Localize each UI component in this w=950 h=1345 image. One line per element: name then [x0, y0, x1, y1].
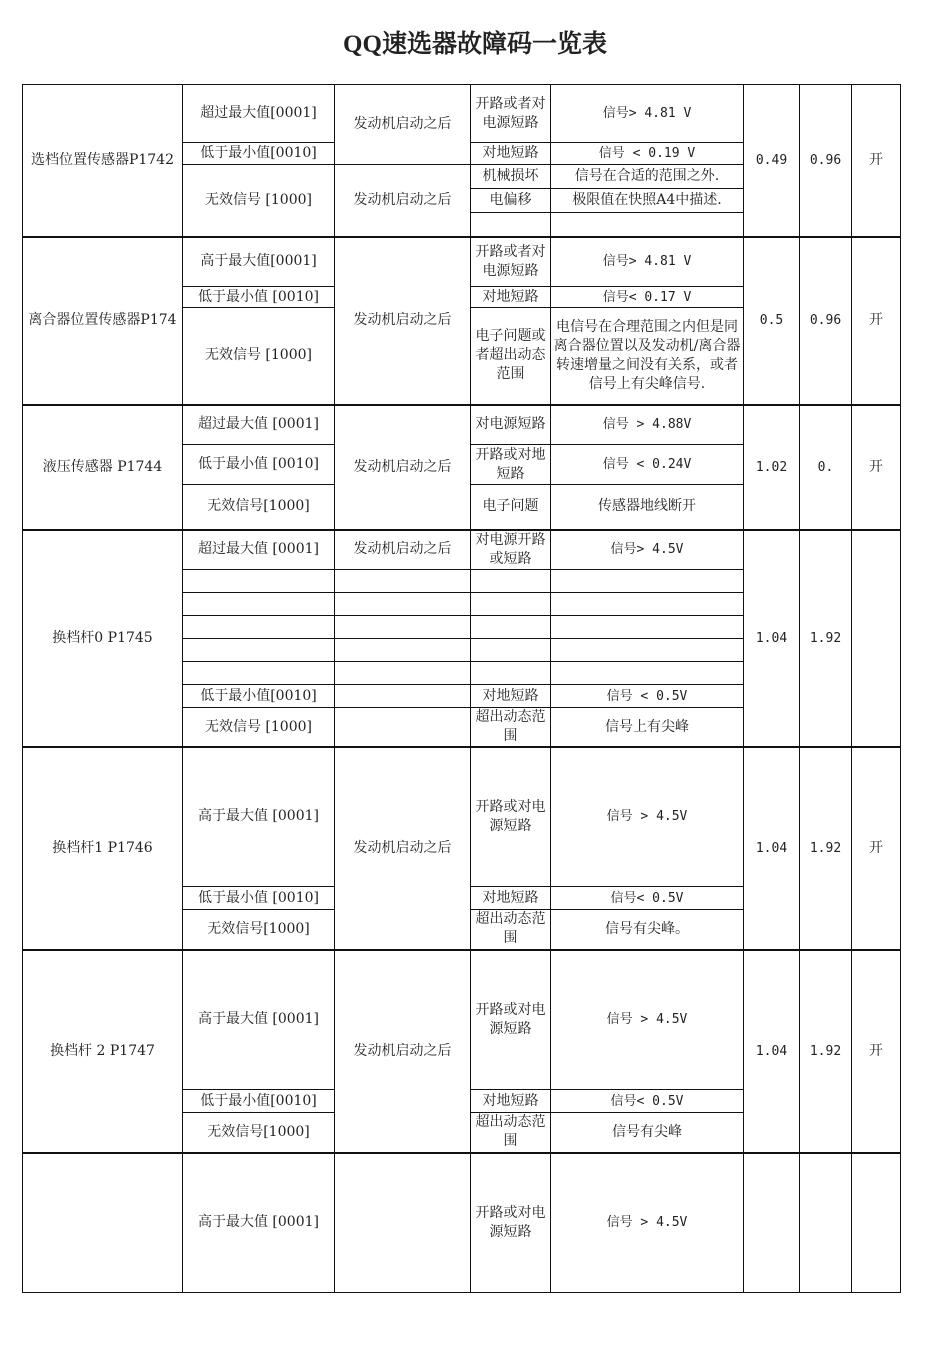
condition-cell: 低于最小值 [0010] [183, 887, 335, 910]
timing-cell [335, 1153, 471, 1293]
value2-cell: 0.96 [800, 237, 852, 405]
description-cell: 信号在合适的范围之外. [551, 165, 744, 189]
sensor-name-cell [23, 1153, 183, 1293]
fault-code-table [22, 84, 901, 1293]
cause-cell: 对地短路 [471, 1090, 551, 1113]
description-cell: 信号 < 0.19 V [551, 143, 744, 165]
empty-cell [335, 708, 471, 747]
value2-cell: 1.92 [800, 530, 852, 747]
fault-code-table-viewport [22, 84, 900, 1240]
empty-cell [183, 570, 335, 593]
table-row [23, 950, 901, 1090]
timing-cell: 发动机启动之后 [335, 530, 471, 570]
empty-cell [551, 213, 744, 237]
condition-cell: 低于最小值[0010] [183, 685, 335, 708]
value1-cell: 1.02 [744, 405, 800, 530]
condition-cell: 高于最大值 [0001] [183, 1153, 335, 1293]
condition-cell: 低于最小值[0010] [183, 143, 335, 165]
state-cell: 开 [852, 405, 901, 530]
table-row [23, 747, 901, 887]
cause-cell: 开路或对地短路 [471, 445, 551, 485]
empty-cell [551, 662, 744, 685]
empty-cell [335, 570, 471, 593]
table-row [23, 85, 901, 143]
state-cell: 开 [852, 950, 901, 1153]
value1-cell: 0.49 [744, 85, 800, 237]
empty-cell [183, 639, 335, 662]
title-prefix: QQ [343, 31, 382, 58]
empty-cell [551, 570, 744, 593]
state-cell: 开 [852, 85, 901, 237]
sensor-name-cell: 换档杆 2 P1747 [23, 950, 183, 1153]
empty-cell [335, 639, 471, 662]
timing-cell: 发动机启动之后 [335, 165, 471, 237]
empty-cell [471, 570, 551, 593]
cause-cell: 超出动态范围 [471, 708, 551, 747]
table-row [23, 530, 901, 570]
state-cell [852, 530, 901, 747]
cause-cell: 超出动态范围 [471, 910, 551, 950]
condition-cell: 超过最大值 [0001] [183, 405, 335, 445]
state-cell: 开 [852, 237, 901, 405]
description-cell: 信号 < 0.5V [551, 685, 744, 708]
state-cell [852, 1153, 901, 1293]
state-cell: 开 [852, 747, 901, 950]
description-cell: 信号< 0.5V [551, 1090, 744, 1113]
sensor-name-cell: 换档杆0 P1745 [23, 530, 183, 747]
empty-cell [471, 639, 551, 662]
cause-cell: 对电源开路或短路 [471, 530, 551, 570]
value1-cell [744, 1153, 800, 1293]
condition-cell: 无效信号 [1000] [183, 708, 335, 747]
cause-cell: 开路或对电源短路 [471, 1153, 551, 1293]
condition-cell: 超过最大值 [0001] [183, 530, 335, 570]
cause-cell: 对地短路 [471, 287, 551, 308]
timing-cell: 发动机启动之后 [335, 237, 471, 405]
empty-cell [471, 593, 551, 616]
condition-cell: 无效信号[1000] [183, 1113, 335, 1153]
condition-cell: 低于最小值 [0010] [183, 445, 335, 485]
cause-cell: 开路或对电源短路 [471, 747, 551, 887]
value1-cell: 0.5 [744, 237, 800, 405]
empty-cell [183, 593, 335, 616]
value2-cell: 1.92 [800, 950, 852, 1153]
sensor-name-cell: 离合器位置传感器P174 [23, 237, 183, 405]
cause-cell: 超出动态范围 [471, 1113, 551, 1153]
cause-cell: 开路或者对电源短路 [471, 237, 551, 287]
timing-cell: 发动机启动之后 [335, 405, 471, 530]
empty-cell [471, 213, 551, 237]
value1-cell: 1.04 [744, 950, 800, 1153]
value2-cell: 0.96 [800, 85, 852, 237]
empty-cell [471, 662, 551, 685]
description-cell: 信号有尖峰 [551, 1113, 744, 1153]
title-text: 速选器故障码一览表 [381, 29, 607, 58]
sensor-name-cell: 液压传感器 P1744 [23, 405, 183, 530]
description-cell: 极限值在快照A4中描述. [551, 189, 744, 213]
condition-cell: 高于最大值 [0001] [183, 950, 335, 1090]
table-row [23, 237, 901, 287]
empty-cell [335, 593, 471, 616]
sensor-name-cell: 换档杆1 P1746 [23, 747, 183, 950]
table-row [23, 1153, 901, 1293]
cause-cell: 电子问题 [471, 485, 551, 530]
description-cell: 信号 > 4.5V [551, 1153, 744, 1293]
cause-cell: 对地短路 [471, 887, 551, 910]
condition-cell: 低于最小值 [0010] [183, 287, 335, 308]
empty-cell [183, 616, 335, 639]
description-cell: 信号上有尖峰 [551, 708, 744, 747]
description-cell: 信号 > 4.88V [551, 405, 744, 445]
description-cell: 信号 < 0.24V [551, 445, 744, 485]
value1-cell: 1.04 [744, 530, 800, 747]
description-cell: 信号有尖峰。 [551, 910, 744, 950]
page-title [0, 24, 950, 60]
description-cell: 传感器地线断开 [551, 485, 744, 530]
empty-cell [335, 685, 471, 708]
cause-cell: 开路或对电源短路 [471, 950, 551, 1090]
cause-cell: 对地短路 [471, 143, 551, 165]
condition-cell: 高于最大值 [0001] [183, 747, 335, 887]
condition-cell: 高于最大值[0001] [183, 237, 335, 287]
empty-cell [335, 662, 471, 685]
timing-cell: 发动机启动之后 [335, 747, 471, 950]
empty-cell [183, 662, 335, 685]
condition-cell: 无效信号 [1000] [183, 165, 335, 237]
condition-cell: 低于最小值[0010] [183, 1090, 335, 1113]
condition-cell: 无效信号[1000] [183, 910, 335, 950]
cause-cell: 开路或者对电源短路 [471, 85, 551, 143]
timing-cell: 发动机启动之后 [335, 950, 471, 1153]
timing-cell: 发动机启动之后 [335, 85, 471, 165]
sensor-name-cell: 选档位置传感器P1742 [23, 85, 183, 237]
cause-cell: 对电源短路 [471, 405, 551, 445]
cause-cell: 电偏移 [471, 189, 551, 213]
cause-cell: 对地短路 [471, 685, 551, 708]
condition-cell: 无效信号[1000] [183, 485, 335, 530]
description-cell: 信号 > 4.5V [551, 747, 744, 887]
empty-cell [551, 616, 744, 639]
description-cell: 信号> 4.81 V [551, 85, 744, 143]
empty-cell [551, 593, 744, 616]
description-cell: 信号 > 4.5V [551, 950, 744, 1090]
empty-cell [335, 616, 471, 639]
value1-cell: 1.04 [744, 747, 800, 950]
description-cell: 电信号在合理范围之内但是同离合器位置以及发动机/离合器转速增量之间没有关系，或者 信号上有尖峰信号. [551, 308, 744, 405]
description-cell: 信号> 4.5V [551, 530, 744, 570]
description-cell: 信号> 4.81 V [551, 237, 744, 287]
empty-cell [551, 639, 744, 662]
value2-cell [800, 1153, 852, 1293]
cause-cell: 机械损坏 [471, 165, 551, 189]
value2-cell: 1.92 [800, 747, 852, 950]
description-cell: 信号< 0.5V [551, 887, 744, 910]
condition-cell: 超过最大值[0001] [183, 85, 335, 143]
condition-cell: 无效信号 [1000] [183, 308, 335, 405]
value2-cell: 0. [800, 405, 852, 530]
cause-cell: 电子问题或者超出动态范围 [471, 308, 551, 405]
description-cell: 信号< 0.17 V [551, 287, 744, 308]
table-row [23, 405, 901, 445]
empty-cell [471, 616, 551, 639]
